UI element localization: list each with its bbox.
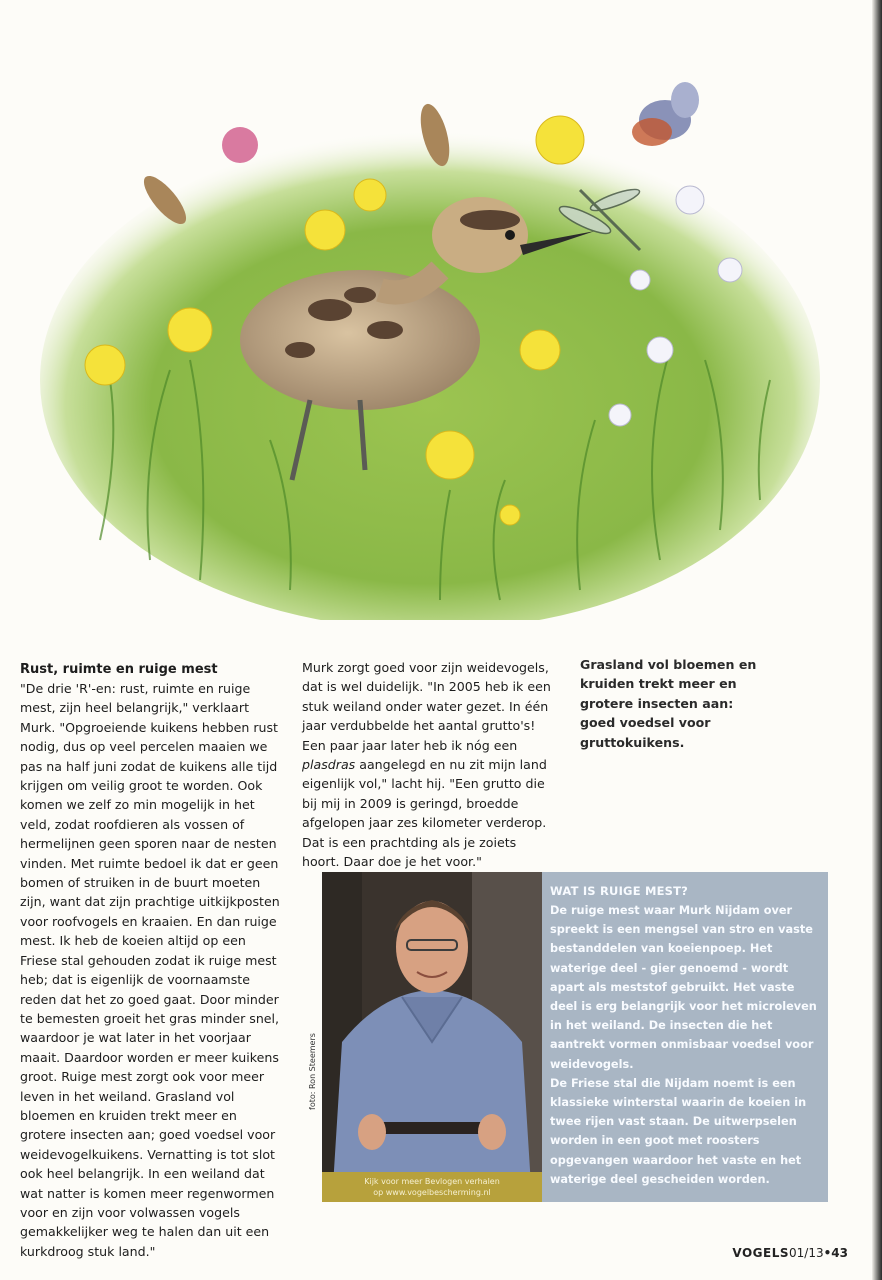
portrait-photo [322,872,542,1202]
info-box-ruige-mest [542,872,828,1202]
page-number: 43 [831,1246,848,1260]
col2-italic-term: plasdras [302,757,356,773]
footer-separator: • [823,1246,832,1260]
article-column-2 [302,658,554,871]
caption-line-2: op www.vogelbescherming.nl [373,1188,491,1197]
info-box-paragraph-2: De Friese stal die Nijdam noemt is een klassieke winterstal waarin de koeien in twee rijen vast staan. De uitwerpselen worden in een goot met roosters opgevangen waardoor het vaste en het waterige deel gescheiden worden. [550,1076,807,1186]
pullquote: Grasland vol bloemen en kruiden trekt meer en grotere insecten aan: goed voedsel voor gruttokuikens. [580,657,757,750]
farmer-portrait-image [322,872,542,1202]
article-column-1 [20,660,285,1261]
col2-text-after: aangelegd en nu zit mijn land eigenlijk vol," lacht hij. "Een grutto die bij mij in 2009 is geringd, broedde afgelopen jaar zes kilometer verderop. Dat is een prachtding als je zoiets hoort. Daar doe je het voor." [302,757,547,870]
page-footer [732,1246,848,1260]
col2-text-before: Murk zorgt goed voor zijn weidevogels, dat is wel duidelijk. "In 2005 heb ik een stuk weiland onder water gezet. In één jaar verdubbelde het aantal grutto's! Een paar jaar later heb ik nóg een [302,660,551,753]
magazine-name: VOGELS [732,1246,790,1260]
photo-caption [322,1172,542,1202]
article-body-column-2 [302,658,554,871]
caption-line-1: Kijk voor meer Bevlogen verhalen [364,1177,500,1186]
section-heading: Rust, ruimte en ruige mest [20,662,218,677]
page-edge-shadow [872,0,882,1280]
info-box-paragraph-1: De ruige mest waar Murk Nijdam over spreekt is een mengsel van stro en vaste bestanddelen van koeienpoep. Het waterige deel - gier genoemd - wordt apart als meststof gebruikt. Het vaste deel is erg belangrijk voor het microleven in het weiland. De insecten die het aantrekt vormen onmisbaar voedsel voor weidevogels. [550,904,817,1071]
issue-number: 01/13 [789,1246,824,1260]
info-box-title: WAT IS RUIGE MEST? [550,884,689,898]
photo-credit: foto: Ron Steemers [308,1033,317,1110]
godwit-chick-illustration [40,60,820,620]
article-body-column-1: "De drie 'R'-en: rust, ruimte en ruige mest, zijn heel belangrijk," verklaart Murk. "Opgroeiende kuikens hebben rust nodig, dus op veel percelen maaien we pas na half juni zodat de kuikens alle tijd krijgen om veilig groot te worden. Ook komen we zelf zo min mogelijk in het veld, zodat roofdieren als vossen of hermelijnen geen sporen naar de nesten vinden. Met ruimte bedoel ik dat er geen bomen of struiken in de buurt moeten zijn, want dat zijn prachtige uitkijkposten voor roofvogels en kraaien. En dan ruige mest. Ik heb de koeien altijd op een Friese stal gehouden zodat ik ruige mest heb; dat is eigenlijk de voornaamste reden dat het zo goed gaat. Door minder te bemesten groeit het gras minder snel, waardoor je wat later in het voorjaar maait. Daardoor worden er meer kuikens groot. Ruige mest zorgt ook voor meer leven in het weiland. Grasland vol bloemen en kruiden trekt meer en grotere insecten aan; goed voedsel voor weidevogelkuikens. Vernatting is tot slot ook heel belangrijk. In een weiland dat wat natter is komen meer regenwormen voor en zijn voor volwassen vogels gemakkelijker weg te halen dan uit een kurkdroog stuk land." [20,681,280,1259]
